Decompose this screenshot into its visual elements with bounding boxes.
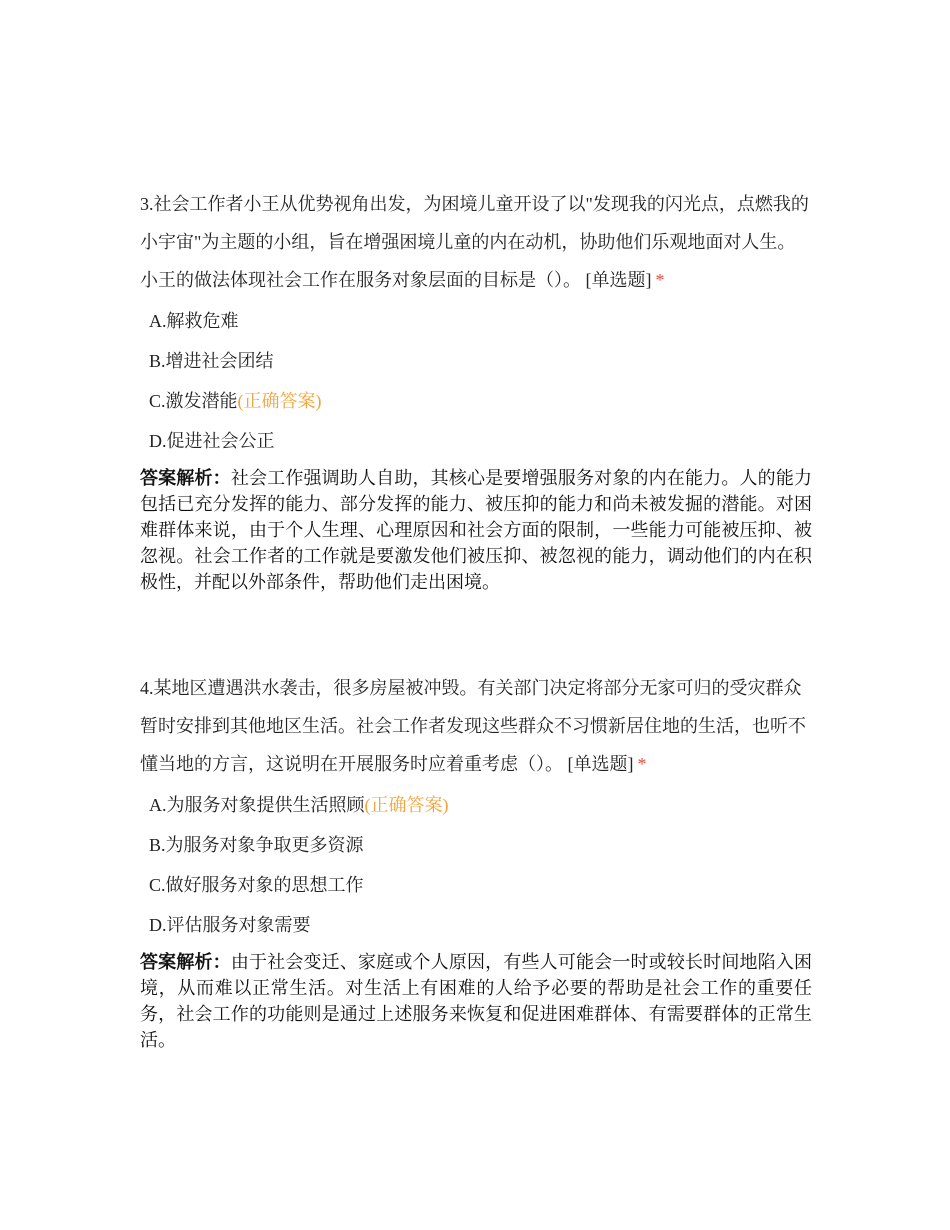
analysis-label: 答案解析：: [140, 952, 231, 972]
option-c[interactable]: [140, 865, 812, 905]
answer-analysis: [140, 465, 812, 595]
option-c[interactable]: [140, 381, 812, 421]
question-stem: [140, 185, 812, 299]
required-mark: *: [637, 754, 647, 774]
option-a[interactable]: [140, 785, 812, 825]
option-text: B.为服务对象争取更多资源: [149, 835, 364, 855]
analysis-text: 社会工作强调助人自助，其核心是要增强服务对象的内在能力。人的能力包括已充分发挥的能力、部分发挥的能力、被压抑的能力和尚未被发掘的潜能。对困难群体来说，由于个人生理、心理原因和社会方面的限制，一些能力可能被压抑、被忽视。社会工作者的工作就是要激发他们被压抑、被忽视的能力，调动他们的内在积极性，并配以外部条件，帮助他们走出困境。: [140, 468, 813, 592]
option-b[interactable]: [140, 341, 812, 381]
option-d[interactable]: [140, 905, 812, 945]
option-list: [140, 785, 812, 945]
question-stem: [140, 669, 812, 783]
question-stem-text: 4.某地区遭遇洪水袭击，很多房屋被冲毁。有关部门决定将部分无家可归的受灾群众暂时安排到其他地区生活。社会工作者发现这些群众不习惯新居住地的生活，也听不懂当地的方言，这说明在开展服务时应着重考虑（）。: [140, 678, 806, 774]
option-text: A.解救危难: [149, 311, 239, 331]
option-text: D.评估服务对象需要: [149, 915, 311, 935]
option-list: [140, 301, 812, 461]
question-type-label: [单选题]: [585, 270, 652, 290]
option-a[interactable]: [140, 301, 812, 341]
analysis-label: 答案解析：: [140, 468, 231, 488]
option-text: A.为服务对象提供生活照顾: [149, 795, 365, 815]
option-b[interactable]: [140, 825, 812, 865]
question-stem-text: 3.社会工作者小王从优势视角出发，为困境儿童开设了以"发现我的闪光点，点燃我的小宇宙"为主题的小组，旨在增强困境儿童的内在动机，协助他们乐观地面对人生。小王的做法体现社会工作在服务对象层面的目标是（）。: [140, 194, 809, 290]
analysis-text: 由于社会变迁、家庭或个人原因，有些人可能会一时或较长时间地陷入困境，从而难以正常生活。对生活上有困难的人给予必要的帮助是社会工作的重要任务，社会工作的功能则是通过上述服务来恢复和促进困难群体、有需要群体的正常生活。: [140, 952, 813, 1050]
option-text: D.促进社会公正: [149, 431, 275, 451]
question-4: [140, 669, 812, 1053]
option-text: B.增进社会团结: [149, 351, 274, 371]
answer-analysis: [140, 949, 812, 1053]
question-3: [140, 185, 812, 595]
required-mark: *: [655, 270, 665, 290]
option-text: C.做好服务对象的思想工作: [149, 875, 364, 895]
correct-answer-label: (正确答案): [237, 391, 322, 411]
option-text: C.激发潜能: [149, 391, 238, 411]
option-d[interactable]: [140, 421, 812, 461]
correct-answer-label: (正确答案): [364, 795, 449, 815]
question-type-label: [单选题]: [567, 754, 634, 774]
